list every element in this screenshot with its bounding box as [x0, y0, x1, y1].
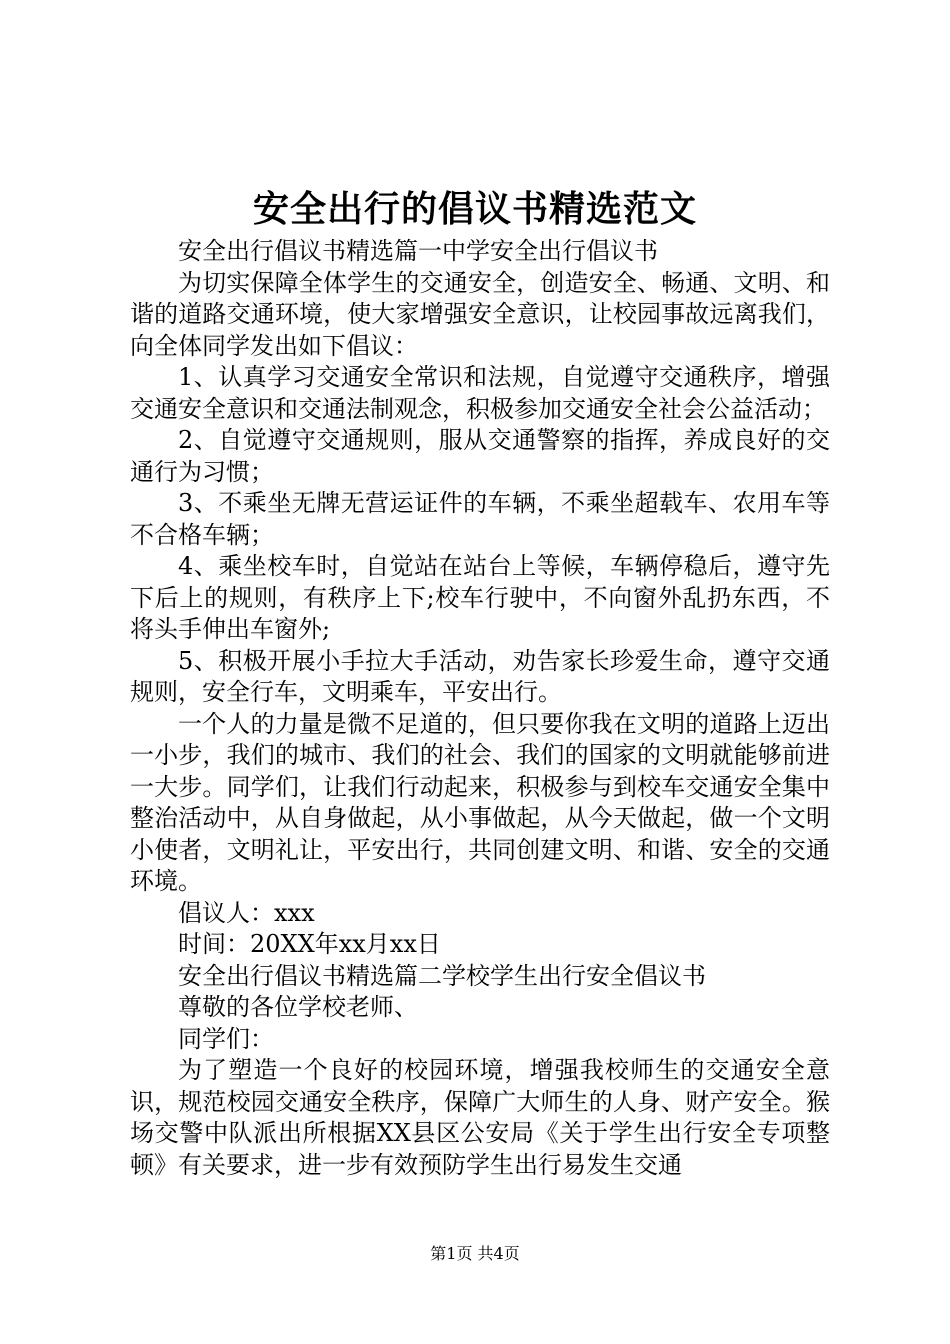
document-body [130, 236, 830, 1181]
paragraph: 3、不乘坐无牌无营运证件的车辆，不乘坐超载车、农用车等不合格车辆； [130, 489, 830, 549]
paragraph: 为切实保障全体学生的交通安全，创造安全、畅通、文明、和谐的道路交通环境，使大家增强安全意识，让校园事故远离我们，向全体同学发出如下倡议： [130, 268, 830, 360]
paragraph: 1、认真学习交通安全常识和法规，自觉遵守交通秩序，增强交通安全意识和交通法制观念，积极参加交通安全社会公益活动； [130, 363, 830, 423]
signature-line: 倡议人：xxx [178, 898, 315, 927]
paragraph: 一个人的力量是微不足道的，但只要你我在文明的道路上迈出一小步，我们的城市、我们的社会、我们的国家的文明就能够前进一大步。同学们，让我们行动起来，积极参与到校车交通安全集中整治活动中，从自身做起，从小事做起，从今天做起，做一个文明小使者，文明礼让，平安出行，共同创建文明、和谐、安全的交通环境。 [130, 709, 830, 895]
paragraph: 为了塑造一个良好的校园环境，增强我校师生的交通安全意识，规范校园交通安全秩序，保障广大师生的人身、财产安全。猴场交警中队派出所根据XX县区公安局《关于学生出行安全专项整顿》有关要求，进一步有效预防学生出行易发生交通 [130, 1056, 830, 1179]
paragraph: 5、积极开展小手拉大手活动，劝告家长珍爱生命，遵守交通规则，安全行车，文明乘车，平安出行。 [130, 646, 830, 706]
paragraph: 2、自觉遵守交通规则，服从交通警察的指挥，养成良好的交通行为习惯； [130, 426, 830, 486]
paragraph: 4、乘坐校车时，自觉站在站台上等候，车辆停稳后，遵守先下后上的规则，有秩序上下;校车行驶中，不向窗外乱扔东西，不将头手伸出车窗外; [130, 552, 830, 643]
salutation: 尊敬的各位学校老师、 [178, 993, 418, 1021]
document-title: 安全出行的倡议书精选范文 [252, 188, 697, 230]
page-footer: 第1页 共4页 [430, 1244, 520, 1263]
date-line: 时间：20XX年xx月xx日 [178, 930, 441, 958]
salutation: 同学们： [178, 1024, 274, 1053]
section-heading: 安全出行倡议书精选篇一中学安全出行倡议书 [178, 237, 658, 265]
section-heading: 安全出行倡议书精选篇二学校学生出行安全倡议书 [178, 961, 706, 990]
